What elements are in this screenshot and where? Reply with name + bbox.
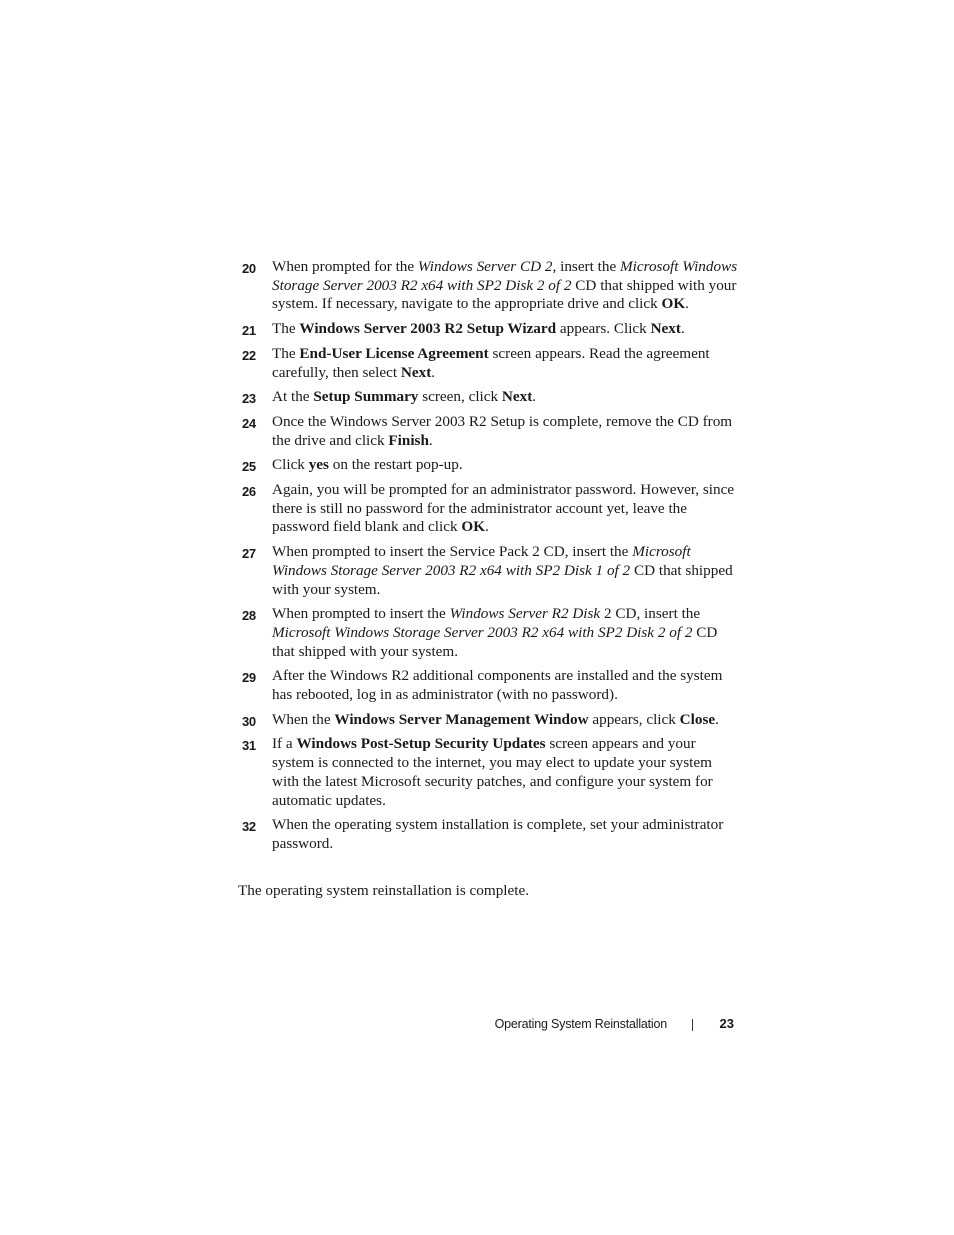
step-number: 30 — [242, 713, 256, 729]
step-text-run: CD that shipped with your system. If necessary, navigate to the appropriate drive and click — [272, 276, 737, 313]
step-text-run: on the restart pop-up. — [328, 456, 463, 474]
step-text — [272, 320, 738, 339]
step-text — [272, 258, 738, 314]
step-ui-term: OK — [461, 518, 486, 536]
step-media-title: Windows Server R2 Disk — [449, 605, 601, 623]
step-text-run: screen appears and your system is connected to the internet, you may elect to update your system with the latest Microsoft security patches, and configure your system for automatic updates. — [272, 735, 713, 809]
step-text-run: Click — [272, 456, 309, 474]
step-text — [272, 816, 738, 853]
procedure-steps-list — [238, 258, 738, 860]
step-number: 26 — [242, 484, 256, 500]
step-ui-term: Close — [679, 710, 716, 728]
step-text-run: The — [272, 344, 300, 362]
step-ui-term: OK — [661, 295, 686, 313]
step-text-run: . — [428, 431, 433, 449]
step-number: 25 — [242, 459, 256, 475]
step-number: 20 — [242, 261, 256, 276]
page-footer — [0, 1015, 954, 1035]
step-text-run: Once the Windows Server 2003 R2 Setup is complete, remove the CD from the drive and click — [272, 412, 733, 449]
step-item — [238, 605, 738, 661]
step-ui-term: Next — [400, 363, 432, 381]
step-text-run: . — [532, 388, 537, 406]
step-text-run: When the operating system installation is complete, set your administrator password. — [272, 816, 724, 852]
step-text-run: At the — [272, 388, 314, 406]
step-media-title: Microsoft Windows Storage Server 2003 R2 x64 with SP2 Disk 2 of 2 — [272, 258, 738, 294]
step-text — [272, 667, 738, 704]
step-ui-term: Next — [501, 388, 533, 406]
step-text-run: The — [272, 320, 300, 338]
step-text-run: . — [485, 518, 489, 536]
step-text-run: . — [685, 295, 689, 313]
step-item — [238, 456, 738, 475]
step-ui-term: Windows Post-Setup Security Updates — [296, 735, 546, 753]
page-number: 23 — [719, 1016, 734, 1031]
step-media-title: Microsoft Windows Storage Server 2003 R2 x64 with SP2 Disk 2 of 2 — [272, 623, 693, 641]
step-text-run: , insert the — [552, 258, 620, 275]
step-number: 22 — [242, 347, 256, 363]
step-text-run: 2 CD, insert the — [600, 605, 701, 623]
step-text — [272, 456, 738, 475]
step-item — [238, 345, 738, 382]
step-item — [238, 667, 738, 704]
step-item — [238, 711, 738, 730]
step-text-run: appears. Click — [556, 320, 651, 338]
step-item — [238, 258, 738, 314]
step-item — [238, 481, 738, 537]
step-number: 24 — [242, 415, 256, 431]
step-ui-term: End-User License Agreement — [299, 344, 489, 362]
step-item — [238, 816, 738, 853]
footer-divider — [692, 1019, 693, 1031]
step-number: 31 — [242, 738, 256, 754]
step-text-run: When the — [272, 710, 335, 728]
step-ui-term: Windows Server Management Window — [334, 710, 589, 728]
step-text-run: . — [680, 320, 685, 338]
step-media-title: Microsoft Windows Storage Server 2003 R2 x64 with SP2 Disk 1 of 2 — [272, 543, 691, 579]
step-text-run: screen appears. Read the agreement carefully, then select — [272, 344, 710, 381]
step-item — [238, 735, 738, 810]
step-text-run: When prompted to insert the Service Pack 2 CD, insert the — [272, 543, 633, 561]
step-text — [272, 543, 738, 599]
step-text — [272, 388, 738, 407]
step-text-run: screen, click — [418, 388, 502, 406]
step-number: 23 — [242, 391, 256, 407]
closing-sentence: The operating system reinstallation is complete. — [238, 882, 530, 899]
step-ui-term: Next — [650, 320, 681, 338]
step-text — [272, 735, 738, 810]
step-text-run: After the Windows R2 additional components are installed and the system has rebooted, log in as administrator (with no password). — [272, 667, 723, 704]
step-text-run: . — [715, 710, 719, 728]
step-number: 28 — [242, 608, 256, 624]
step-text — [272, 711, 738, 730]
footer-section-title: Operating System Reinstallation — [494, 1017, 667, 1031]
step-text-run: When prompted to insert the — [272, 605, 450, 623]
step-text-run: appears, click — [588, 710, 680, 728]
step-item — [238, 543, 738, 599]
step-text-run: When prompted for the — [272, 258, 418, 275]
step-text — [272, 413, 738, 450]
step-text-run: Again, you will be prompted for an administrator password. However, since there is still no password for the administrator account yet, leave the password field blank and click — [272, 481, 735, 536]
step-text-run: . — [431, 363, 436, 381]
step-text — [272, 481, 738, 537]
step-text — [272, 345, 738, 382]
step-item — [238, 388, 738, 407]
step-ui-term: Setup Summary — [313, 388, 419, 406]
step-media-title: Windows Server CD 2 — [417, 258, 553, 275]
step-number: 32 — [242, 819, 256, 835]
step-item — [238, 413, 738, 450]
step-text-run: CD that shipped with your system. — [272, 623, 718, 660]
step-text-run: CD that shipped with your system. — [272, 561, 733, 598]
step-number: 27 — [242, 546, 256, 562]
step-ui-term: Windows Server 2003 R2 Setup Wizard — [299, 320, 557, 338]
step-ui-term: yes — [308, 456, 329, 474]
step-text — [272, 605, 738, 661]
step-text-run: If a — [272, 735, 297, 753]
step-number: 29 — [242, 670, 256, 686]
step-item — [238, 320, 738, 339]
step-number: 21 — [242, 323, 256, 339]
step-ui-term: Finish — [388, 431, 429, 449]
